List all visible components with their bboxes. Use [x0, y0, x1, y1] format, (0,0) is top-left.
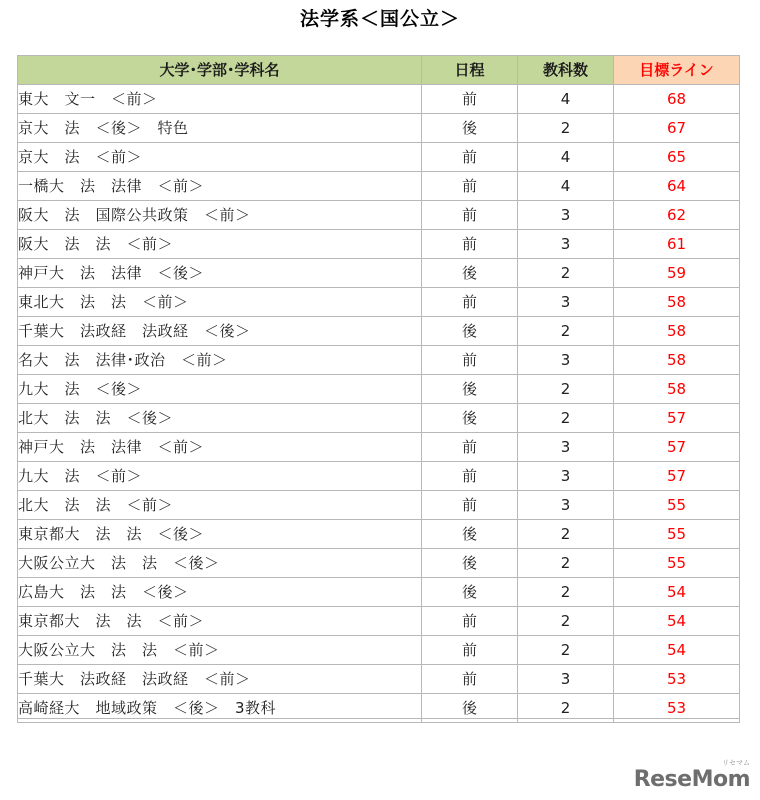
cell-university: 東大 文一 ＜前＞: [18, 85, 422, 114]
cell-university: 九大 法 ＜前＞: [18, 462, 422, 491]
cell-target: 55: [614, 491, 740, 520]
cell-schedule: 前: [422, 201, 518, 230]
header-target: 目標ライン: [614, 56, 740, 85]
cell-university: 神戸大 法 法律 ＜後＞: [18, 259, 422, 288]
table-row: [18, 346, 740, 375]
table-row: [18, 143, 740, 172]
cell-schedule: 前: [422, 172, 518, 201]
cell-schedule: 前: [422, 636, 518, 665]
cell-target: 68: [614, 85, 740, 114]
header-university: 大学･学部･学科名: [18, 56, 422, 85]
cell-subjects: 4: [518, 172, 614, 201]
table-row: [18, 404, 740, 433]
table-bottom-border: [17, 718, 739, 719]
cell-university: 東北大 法 法 ＜前＞: [18, 288, 422, 317]
cell-schedule: 後: [422, 578, 518, 607]
cell-subjects: 2: [518, 520, 614, 549]
cell-schedule: 前: [422, 491, 518, 520]
cell-university: 大阪公立大 法 法 ＜前＞: [18, 636, 422, 665]
cell-university: 東京都大 法 法 ＜後＞: [18, 520, 422, 549]
table-row: [18, 85, 740, 114]
cell-subjects: 2: [518, 375, 614, 404]
cell-university: 神戸大 法 法律 ＜前＞: [18, 433, 422, 462]
cell-subjects: 2: [518, 259, 614, 288]
header-row: [18, 56, 740, 85]
cell-target: 57: [614, 433, 740, 462]
cell-subjects: 2: [518, 549, 614, 578]
cell-subjects: 2: [518, 317, 614, 346]
cell-schedule: 後: [422, 375, 518, 404]
cell-subjects: 3: [518, 346, 614, 375]
cell-university: 阪大 法 国際公共政策 ＜前＞: [18, 201, 422, 230]
table-header: [18, 56, 740, 85]
cell-subjects: 3: [518, 491, 614, 520]
cell-schedule: 前: [422, 462, 518, 491]
cell-target: 64: [614, 172, 740, 201]
cell-target: 55: [614, 549, 740, 578]
cell-target: 53: [614, 694, 740, 723]
table-row: [18, 578, 740, 607]
cell-schedule: 前: [422, 665, 518, 694]
cell-schedule: 前: [422, 288, 518, 317]
table-row: [18, 230, 740, 259]
table-row: [18, 520, 740, 549]
cell-schedule: 前: [422, 230, 518, 259]
cell-subjects: 2: [518, 607, 614, 636]
cell-university: 九大 法 ＜後＞: [18, 375, 422, 404]
cell-university: 北大 法 法 ＜前＞: [18, 491, 422, 520]
cell-subjects: 2: [518, 694, 614, 723]
cell-schedule: 後: [422, 317, 518, 346]
table-row: [18, 433, 740, 462]
cell-schedule: 後: [422, 404, 518, 433]
cell-university: 一橋大 法 法律 ＜前＞: [18, 172, 422, 201]
cell-subjects: 4: [518, 143, 614, 172]
table-row: [18, 317, 740, 346]
cell-subjects: 3: [518, 433, 614, 462]
cell-subjects: 4: [518, 85, 614, 114]
cell-subjects: 2: [518, 578, 614, 607]
header-subjects: 教科数: [518, 56, 614, 85]
cell-target: 65: [614, 143, 740, 172]
header-schedule: 日程: [422, 56, 518, 85]
cell-target: 55: [614, 520, 740, 549]
cell-target: 62: [614, 201, 740, 230]
cell-subjects: 2: [518, 636, 614, 665]
cell-university: 広島大 法 法 ＜後＞: [18, 578, 422, 607]
cell-schedule: 後: [422, 694, 518, 723]
cell-schedule: 前: [422, 433, 518, 462]
table-row: [18, 491, 740, 520]
cell-subjects: 3: [518, 462, 614, 491]
cell-schedule: 後: [422, 520, 518, 549]
table-row: [18, 375, 740, 404]
logo-kana: リセマム: [722, 759, 750, 767]
cell-schedule: 後: [422, 549, 518, 578]
cell-target: 54: [614, 636, 740, 665]
cell-subjects: 3: [518, 288, 614, 317]
cell-university: 千葉大 法政経 法政経 ＜前＞: [18, 665, 422, 694]
cell-university: 東京都大 法 法 ＜前＞: [18, 607, 422, 636]
cell-subjects: 3: [518, 201, 614, 230]
table-row: [18, 549, 740, 578]
cell-subjects: 2: [518, 404, 614, 433]
cell-target: 58: [614, 288, 740, 317]
ranking-table: [17, 55, 740, 723]
cell-university: 北大 法 法 ＜後＞: [18, 404, 422, 433]
cell-schedule: 前: [422, 607, 518, 636]
cell-schedule: 前: [422, 143, 518, 172]
cell-university: 千葉大 法政経 法政経 ＜後＞: [18, 317, 422, 346]
cell-target: 57: [614, 462, 740, 491]
cell-target: 59: [614, 259, 740, 288]
cell-university: 京大 法 ＜後＞ 特色: [18, 114, 422, 143]
table-row: [18, 665, 740, 694]
cell-target: 58: [614, 317, 740, 346]
table-row: [18, 259, 740, 288]
table-row: [18, 288, 740, 317]
table-row: [18, 172, 740, 201]
table-row: [18, 607, 740, 636]
cell-university: 高崎経大 地域政策 ＜後＞ 3教科: [18, 694, 422, 723]
logo-text: ReseMom: [633, 767, 750, 792]
cell-schedule: 前: [422, 85, 518, 114]
cell-university: 大阪公立大 法 法 ＜後＞: [18, 549, 422, 578]
table-row: [18, 114, 740, 143]
cell-target: 61: [614, 230, 740, 259]
cell-target: 58: [614, 375, 740, 404]
cell-university: 名大 法 法律･政治 ＜前＞: [18, 346, 422, 375]
cell-subjects: 3: [518, 665, 614, 694]
table-row: [18, 636, 740, 665]
cell-subjects: 3: [518, 230, 614, 259]
cell-schedule: 前: [422, 346, 518, 375]
cell-target: 53: [614, 665, 740, 694]
cell-subjects: 2: [518, 114, 614, 143]
cell-target: 54: [614, 607, 740, 636]
cell-university: 京大 法 ＜前＞: [18, 143, 422, 172]
cell-target: 57: [614, 404, 740, 433]
table-row: [18, 462, 740, 491]
cell-target: 67: [614, 114, 740, 143]
cell-schedule: 後: [422, 259, 518, 288]
table-row: [18, 201, 740, 230]
cell-university: 阪大 法 法 ＜前＞: [18, 230, 422, 259]
cell-target: 54: [614, 578, 740, 607]
cell-target: 58: [614, 346, 740, 375]
page-title: 法学系＜国公立＞: [299, 8, 460, 30]
cell-schedule: 後: [422, 114, 518, 143]
resemom-logo: [633, 759, 750, 792]
table-body: [18, 85, 740, 723]
